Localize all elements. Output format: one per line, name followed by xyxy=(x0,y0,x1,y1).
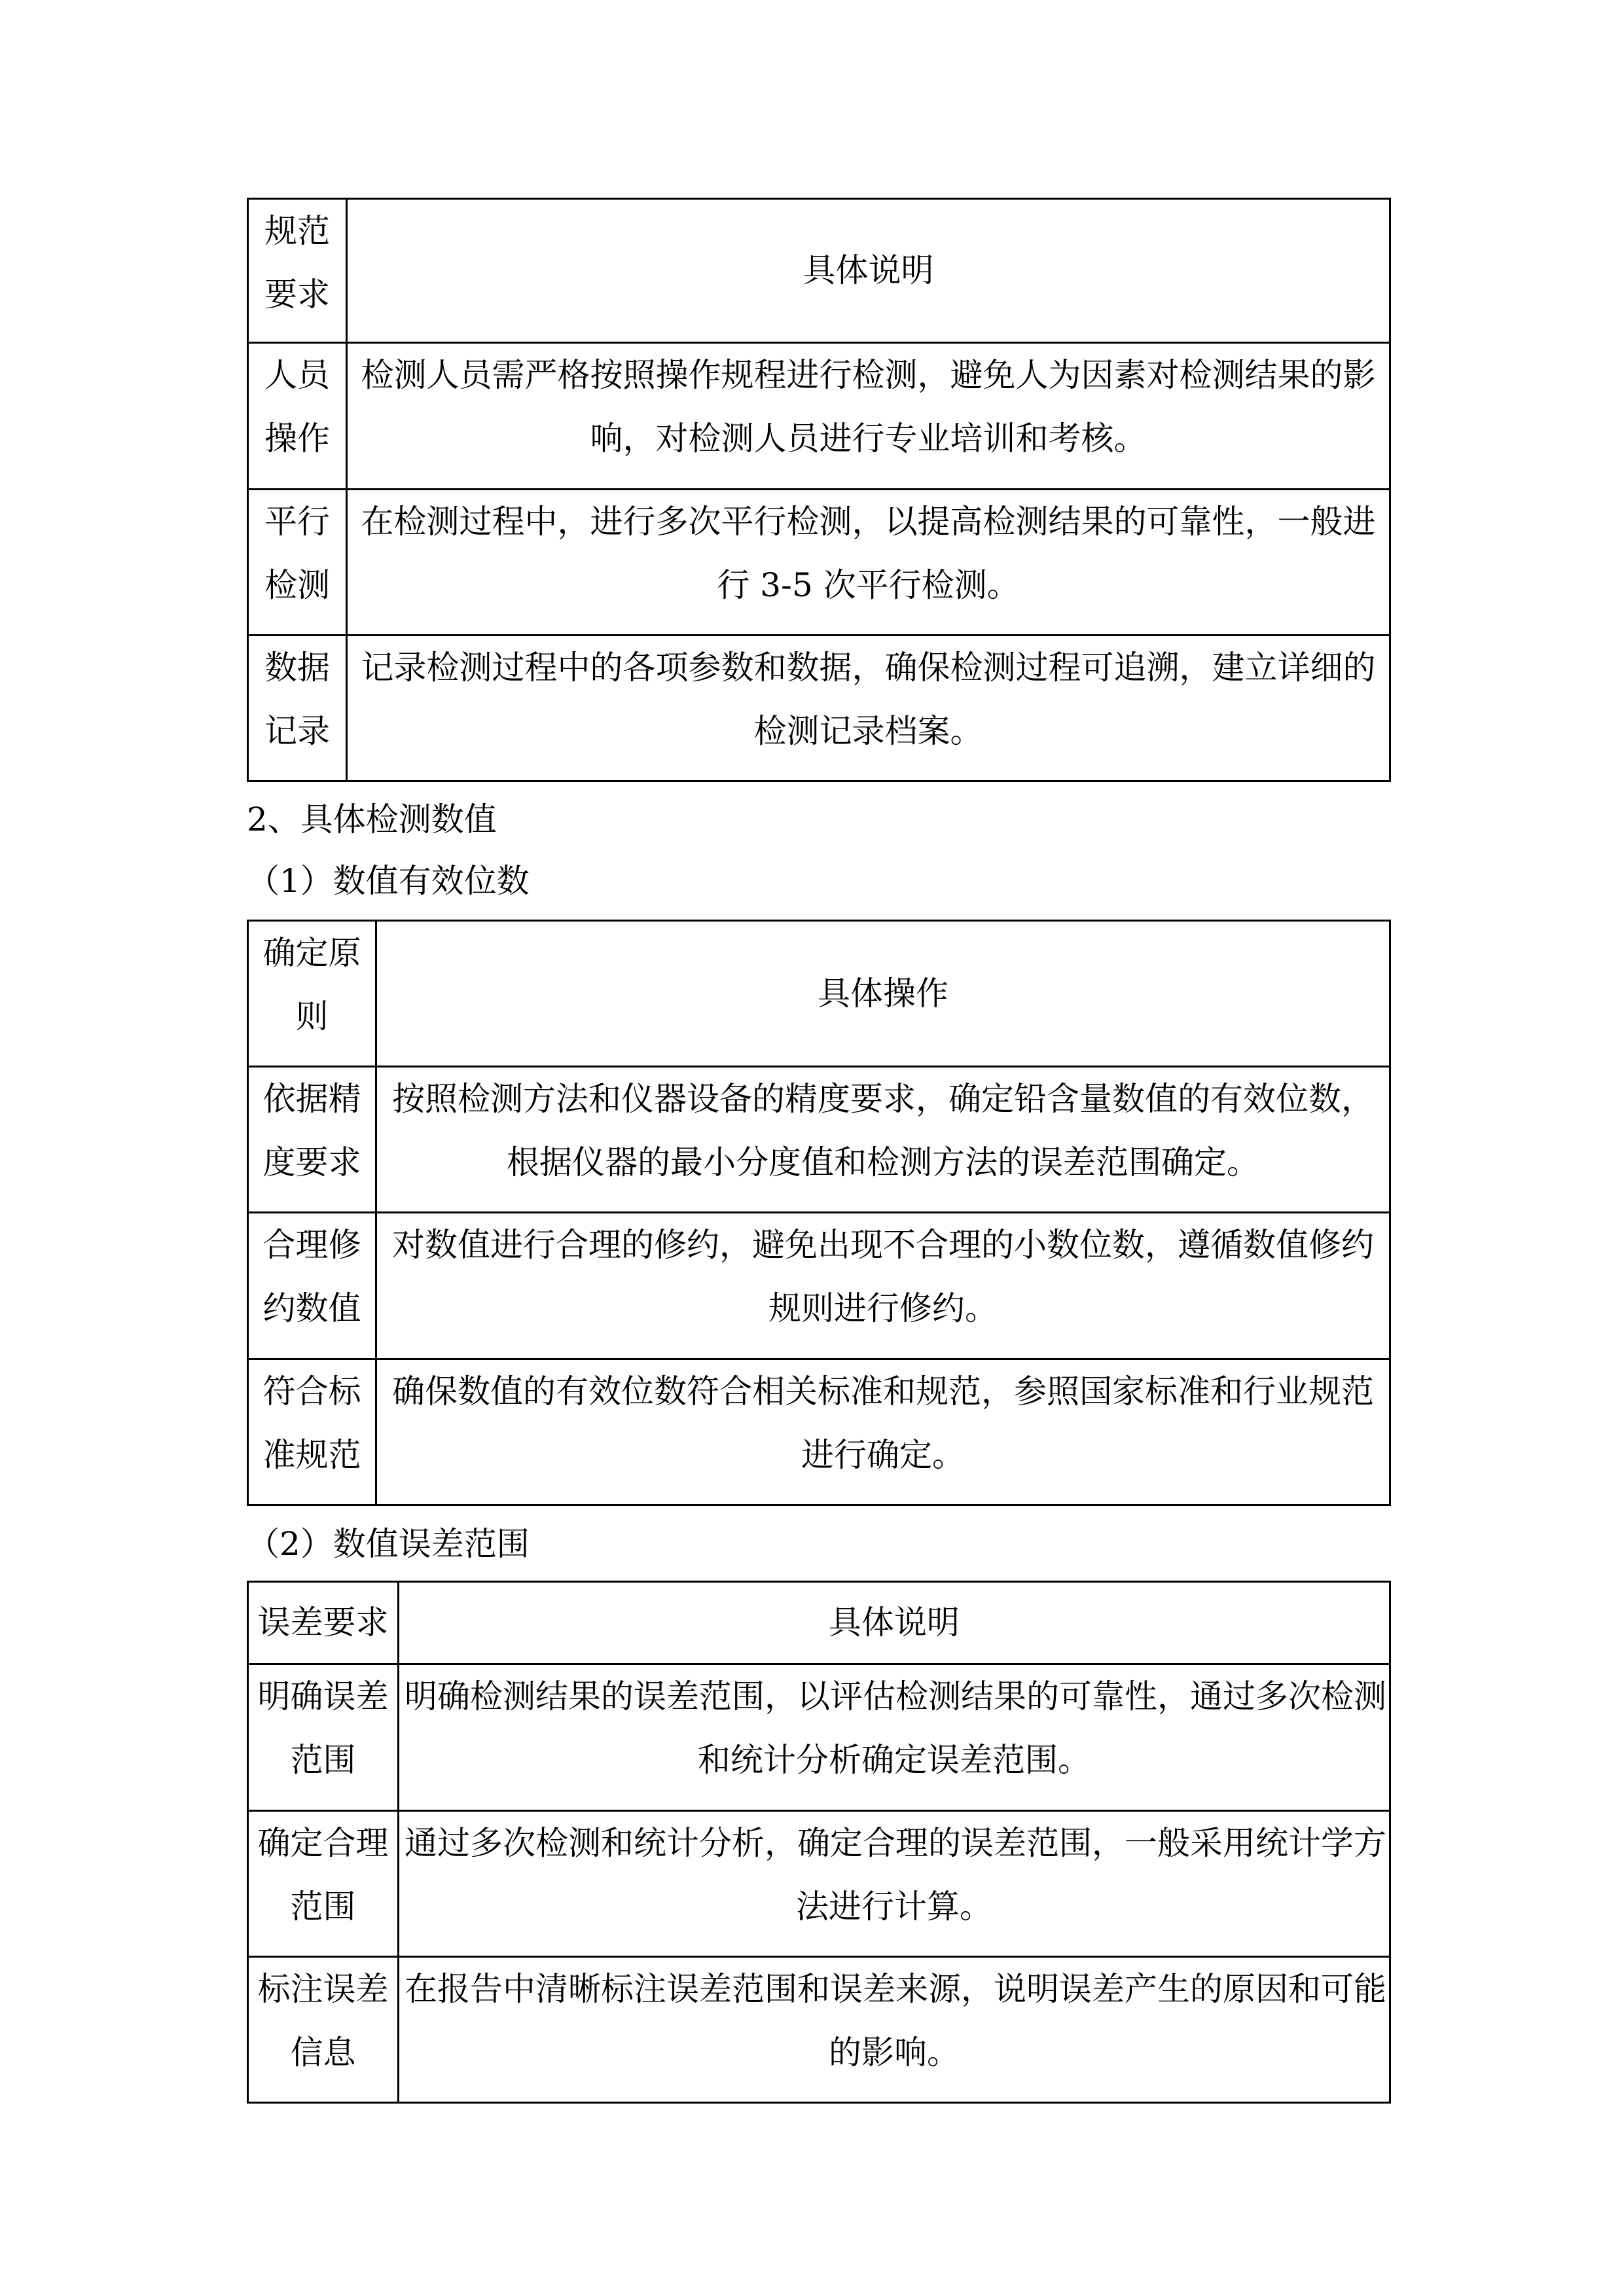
description-line: 通过多次检测和统计分析，确定合理的误差范围，一般采用统计学方 xyxy=(405,1824,1386,1862)
label-line: 记录 xyxy=(264,712,330,750)
description-line: 对数值进行合理的修约，避免出现不合理的小数位数，遵循数值修约 xyxy=(392,1226,1374,1264)
table-row xyxy=(248,1811,1390,1957)
description-line: 记录检测过程中的各项参数和数据，确保检测过程可追溯，建立详细的 xyxy=(361,649,1376,687)
label-line: 范围 xyxy=(290,1888,356,1926)
description-line: 进行确定。 xyxy=(801,1436,965,1474)
description-line: 规则进行修约。 xyxy=(768,1289,998,1327)
label-line: 信息 xyxy=(290,2034,356,2072)
description-line: 具体说明 xyxy=(803,251,934,289)
label-line: 约数值 xyxy=(262,1289,361,1327)
label-cell xyxy=(248,636,347,781)
label-line: 合理修 xyxy=(262,1226,361,1264)
label-line: 要求 xyxy=(264,276,330,314)
description-line: 明确检测结果的误差范围，以评估检测结果的可靠性，通过多次检测 xyxy=(405,1677,1386,1715)
table-row xyxy=(248,1213,1390,1359)
description-line: 响，对检测人员进行专业培训和考核。 xyxy=(590,420,1147,457)
description-line: 和统计分析确定误差范围。 xyxy=(698,1741,1091,1779)
requirements-table xyxy=(247,198,1391,782)
label-line: 标注误差 xyxy=(257,1970,389,2008)
description-line: 检测记录档案。 xyxy=(753,712,983,750)
label-line: 人员 xyxy=(264,356,330,394)
label-cell xyxy=(248,490,347,636)
description-cell xyxy=(399,1957,1390,2103)
description-line: 在报告中清晰标注误差范围和误差来源，说明误差产生的原因和可能 xyxy=(405,1970,1386,2008)
description-cell xyxy=(399,1811,1390,1957)
label-cell xyxy=(248,343,347,490)
label-line: 明确误差 xyxy=(257,1677,389,1715)
description-line: 确保数值的有效位数符合相关标准和规范，参照国家标准和行业规范 xyxy=(392,1372,1374,1410)
description-line: 的影响。 xyxy=(829,2034,960,2072)
description-line: 行 3-5 次平行检测。 xyxy=(717,566,1020,604)
significant-digits-table xyxy=(247,920,1391,1506)
label-cell xyxy=(248,1811,399,1957)
label-cell xyxy=(248,1067,376,1213)
description-cell xyxy=(347,490,1390,636)
description-line: 在检测过程中，进行多次平行检测，以提高检测结果的可靠性，一般进 xyxy=(361,503,1376,541)
table-row xyxy=(248,1664,1390,1811)
label-cell xyxy=(248,1957,399,2103)
label-line: 准规范 xyxy=(262,1436,361,1474)
description-cell xyxy=(399,1664,1390,1811)
header-description-cell xyxy=(347,199,1390,343)
table-row xyxy=(248,1067,1390,1213)
label-line: 检测 xyxy=(264,566,330,604)
label-line: 平行 xyxy=(264,503,330,541)
table-header-row xyxy=(248,199,1390,343)
table-row xyxy=(248,1957,1390,2103)
header-description-cell xyxy=(376,921,1390,1067)
description-line: 具体操作 xyxy=(818,974,948,1013)
table-row xyxy=(248,1359,1390,1505)
table-row xyxy=(248,343,1390,490)
label-cell xyxy=(248,1359,376,1505)
label-line: 确定原 xyxy=(262,934,361,972)
label-line: 则 xyxy=(295,997,329,1035)
label-line: 度要求 xyxy=(262,1143,361,1181)
subsection-heading-significant-digits: （1）数值有效位数 xyxy=(247,862,530,900)
subsection-heading-error-range: （2）数值误差范围 xyxy=(247,1525,530,1563)
description-line: 按照检测方法和仪器设备的精度要求，确定铅含量数值的有效位数， xyxy=(392,1080,1374,1118)
label-line: 范围 xyxy=(290,1741,356,1779)
label-line: 数据 xyxy=(264,649,330,687)
header-label-cell xyxy=(248,921,376,1067)
table-row xyxy=(248,636,1390,781)
header-label-cell xyxy=(248,1582,399,1664)
label-line: 符合标 xyxy=(262,1372,361,1410)
description-line: 检测人员需严格按照操作规程进行检测，避免人为因素对检测结果的影 xyxy=(361,356,1376,394)
description-line: 根据仪器的最小分度值和检测方法的误差范围确定。 xyxy=(507,1143,1259,1181)
description-line: 具体说明 xyxy=(829,1604,960,1641)
description-line: 法进行计算。 xyxy=(796,1888,992,1926)
label-cell xyxy=(248,1664,399,1811)
description-cell xyxy=(347,343,1390,490)
error-range-table xyxy=(247,1581,1391,2104)
header-label-cell xyxy=(248,199,347,343)
description-cell xyxy=(376,1359,1390,1505)
label-line: 规范 xyxy=(264,212,330,250)
label-line: 确定合理 xyxy=(257,1824,389,1862)
description-cell xyxy=(376,1067,1390,1213)
label-line: 误差要求 xyxy=(257,1604,389,1641)
description-cell xyxy=(376,1213,1390,1359)
description-cell xyxy=(347,636,1390,781)
table-row xyxy=(248,490,1390,636)
header-description-cell xyxy=(399,1582,1390,1664)
label-cell xyxy=(248,1213,376,1359)
label-line: 操作 xyxy=(264,420,330,457)
label-line: 依据精 xyxy=(262,1080,361,1118)
section-heading: 2、具体检测数值 xyxy=(247,800,497,838)
table-header-row xyxy=(248,1582,1390,1664)
table-header-row xyxy=(248,921,1390,1067)
